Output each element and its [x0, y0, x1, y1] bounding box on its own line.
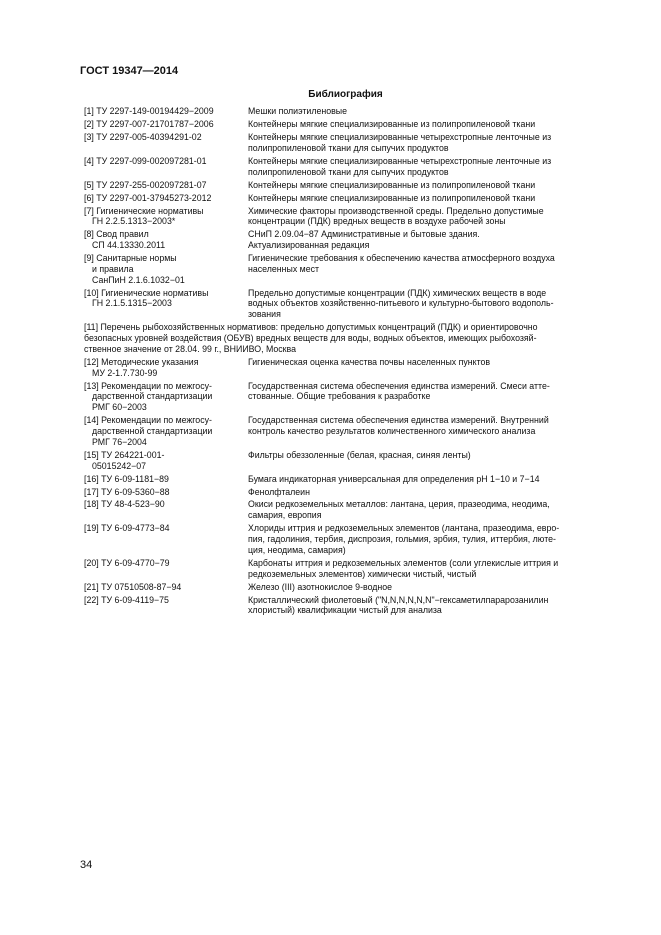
reference-line: РМГ 60−2003 [92, 402, 147, 413]
bibliography-entry [84, 229, 608, 251]
description-line: Гигиеническая оценка качества почвы населенных пунктов [248, 356, 491, 367]
description-line: Химические факторы производственной среды. Предельно допустимые [248, 205, 544, 216]
bibliography-entry [84, 381, 608, 413]
description-line: хлористый) квалификации чистый для анализа [248, 605, 442, 616]
entry-reference [84, 582, 248, 593]
reference-line: [7] Гигиенические нормативы [84, 205, 204, 216]
section-title: Библиография [308, 89, 383, 100]
bibliography-entry [84, 193, 608, 204]
entry-reference [84, 106, 248, 117]
bibliography-entry [84, 357, 608, 379]
entry-description [248, 119, 608, 130]
description-line: Железо (III) азотнокислое 9-водное [248, 581, 393, 592]
description-line: населенных мест [248, 263, 320, 274]
reference-line: [6] ТУ 2297-001-37945273-2012 [84, 192, 212, 203]
description-line: стованные. Общие требования к разработке [248, 391, 431, 402]
reference-line: [17] ТУ 6-09-5360−88 [84, 486, 170, 497]
entry-reference [84, 206, 248, 228]
entry-description [248, 499, 608, 521]
entry-reference [84, 229, 248, 251]
bibliography-entry [84, 322, 608, 354]
description-line: самария, европия [248, 510, 322, 521]
description-line: Контейнеры мягкие специализированные из полипропиленовой ткани [248, 118, 536, 129]
entry-description [248, 288, 608, 320]
description-line: Карбонаты иттрия и редкоземельных элементов (соли углекислые иттрия и [248, 557, 559, 568]
description-line: Контейнеры мягкие специализированные из полипропиленовой ткани [248, 179, 536, 190]
description-line: полипропиленовой ткани для сыпучих продуктов [248, 142, 449, 153]
reference-line: МУ 2-1.7.730-99 [92, 367, 158, 378]
reference-line: [18] ТУ 48-4-523−90 [84, 499, 165, 510]
reference-line: [14] Рекомендации по межгосу- [84, 415, 212, 426]
bibliography-entry [84, 106, 608, 117]
entry-description [248, 156, 608, 178]
reference-line: [10] Гигиенические нормативы [84, 287, 209, 298]
bibliography-entry [84, 119, 608, 130]
description-line: Бумага индикаторная универсальная для определения pH 1−10 и 7−14 [248, 473, 540, 484]
description-line: зования [248, 309, 281, 320]
bibliography-entry [84, 450, 608, 472]
entry-description [248, 206, 608, 228]
description-line: полипропиленовой ткани для сыпучих продуктов [248, 166, 449, 177]
entry-reference [84, 381, 248, 413]
reference-line: [19] ТУ 6-09-4773−84 [84, 523, 170, 534]
entry-description [248, 595, 608, 617]
entry-description [248, 357, 608, 379]
entry-reference [84, 132, 248, 154]
entry-reference [84, 156, 248, 178]
reference-line: [20] ТУ 6-09-4770−79 [84, 557, 170, 568]
description-line: Фенолфталеин [248, 486, 310, 497]
description-line: Контейнеры мягкие специализированные из полипропиленовой ткани [248, 192, 536, 203]
entry-reference [84, 415, 248, 447]
reference-line: [9] Санитарные нормы [84, 253, 177, 264]
bibliography-entry [84, 487, 608, 498]
reference-line: [2] ТУ 2297-007-21701787−2006 [84, 118, 214, 129]
reference-line: [12] Методические указания [84, 356, 199, 367]
entry-reference [84, 119, 248, 130]
reference-line: СП 44.13330.2011 [92, 240, 166, 251]
reference-line: СанПиН 2.1.6.1032−01 [92, 274, 185, 285]
reference-line: ГН 2.1.5.1315−2003 [92, 298, 172, 309]
document-header: ГОСТ 19347—2014 [80, 65, 179, 77]
description-line: ция, неодима, самария) [248, 544, 346, 555]
entry-reference [84, 499, 248, 521]
bibliography-entry [84, 415, 608, 447]
description-line: контроль качество результатов количественного химического анализа [248, 425, 536, 436]
entry-reference [84, 180, 248, 191]
description-line: Хлориды иттрия и редкоземельных элементов (лантана, празеодима, евро- [248, 523, 560, 534]
bibliography-entry [84, 499, 608, 521]
bibliography-entry [84, 156, 608, 178]
entry-reference [84, 450, 248, 472]
description-line: Фильтры обеззоленные (белая, красная, синяя ленты) [248, 449, 471, 460]
entry-reference [84, 288, 248, 320]
description-line: Контейнеры мягкие специализированные четырехстропные ленточные из [248, 131, 552, 142]
reference-line: [21] ТУ 07510508-87−94 [84, 581, 182, 592]
reference-line: [16] ТУ 6-09-1181−89 [84, 473, 169, 484]
entry-reference [84, 523, 248, 555]
entry-description [248, 193, 608, 204]
description-line: концентрации (ПДК) вредных веществ в воздухе рабочей зоны [248, 216, 506, 227]
entry-reference [84, 193, 248, 204]
description-line: Предельно допустимые концентрации (ПДК) химических веществ в воде [248, 287, 547, 298]
entry-description [248, 253, 608, 285]
description-line: Контейнеры мягкие специализированные четырехстропные ленточные из [248, 155, 552, 166]
bibliography-entry [84, 253, 608, 285]
entry-description [248, 415, 608, 447]
description-line: Государственная система обеспечения единства измерений. Смеси атте- [248, 380, 550, 391]
entry-description [248, 229, 608, 251]
entry-description [248, 450, 608, 472]
entry-text-line: безопасных уровней воздействия (ОБУВ) вредных веществ для воды, водных объектов, имеющих рыбохозяй- [84, 333, 537, 344]
page-number: 34 [80, 859, 93, 871]
reference-line: дарственной стандартизации [92, 391, 213, 402]
entry-description [248, 381, 608, 413]
bibliography-list [84, 106, 608, 618]
reference-line: [22] ТУ 6-09-4119−75 [84, 594, 169, 605]
reference-line: [8] Свод правил [84, 229, 149, 240]
bibliography-entry [84, 595, 608, 617]
reference-line: РМГ 76−2004 [92, 436, 147, 447]
entry-description [248, 487, 608, 498]
description-line: Кристаллический фиолетовый ("N,N,N,N,N,N"−гексаметилпарарозанилин [248, 594, 549, 605]
entry-reference [84, 595, 248, 617]
description-line: водных объектов хозяйственно-питьевого и культурно-бытового водополь- [248, 298, 554, 309]
entry-reference [84, 357, 248, 379]
reference-line: [4] ТУ 2297-099-002097281-01 [84, 155, 207, 166]
entry-description [248, 180, 608, 191]
entry-description [248, 106, 608, 117]
bibliography-entry [84, 523, 608, 555]
reference-line: [3] ТУ 2297-005-40394291-02 [84, 131, 202, 142]
bibliography-entry [84, 582, 608, 593]
reference-line: 05015242−07 [92, 460, 147, 471]
reference-line: и правила [92, 263, 134, 274]
entry-description [248, 558, 608, 580]
entry-description [248, 523, 608, 555]
entry-reference [84, 487, 248, 498]
description-line: СНиП 2.09.04−87 Административные и бытовые здания. [248, 229, 480, 240]
reference-line: [1] ТУ 2297-149-00194429−2009 [84, 106, 214, 116]
entry-reference [84, 253, 248, 285]
entry-text-line: ственное значение от 28.04. 99 г., ВНИИВО, Москва [84, 343, 296, 354]
entry-description [248, 132, 608, 154]
reference-line: [5] ТУ 2297-255-002097281-07 [84, 179, 207, 190]
bibliography-entry [84, 180, 608, 191]
entry-text-line: [11] Перечень рыбохозяйственных нормативов: предельно допустимых концентраций (ПДК) и ориентировочно [84, 322, 538, 333]
description-line: Государственная система обеспечения единства измерений. Внутренний [248, 415, 549, 426]
description-line: редкоземельных элементов) химически чистый, чистый [248, 568, 477, 579]
entry-reference [84, 474, 248, 485]
entry-reference [84, 558, 248, 580]
description-line: Актуализированная редакция [248, 240, 370, 251]
description-line: Мешки полиэтиленовые [248, 106, 347, 116]
reference-line: дарственной стандартизации [92, 425, 213, 436]
description-line: Окиси редкоземельных металлов: лантана, церия, празеодима, неодима, [248, 499, 550, 510]
bibliography-entry [84, 558, 608, 580]
reference-line: [13] Рекомендации по межгосу- [84, 380, 212, 391]
reference-line: [15] ТУ 264221-001- [84, 449, 165, 460]
description-line: пия, гадолиния, тербия, диспрозия, гольмия, эрбия, тулия, иттербия, люте- [248, 534, 556, 545]
bibliography-entry [84, 474, 608, 485]
bibliography-entry [84, 206, 608, 228]
bibliography-entry [84, 288, 608, 320]
entry-description [248, 474, 608, 485]
entry-description [248, 582, 608, 593]
reference-line: ГН 2.2.5.1313−2003* [92, 216, 176, 227]
bibliography-entry [84, 132, 608, 154]
description-line: Гигиенические требования к обеспечению качества атмосферного воздуха [248, 253, 555, 264]
